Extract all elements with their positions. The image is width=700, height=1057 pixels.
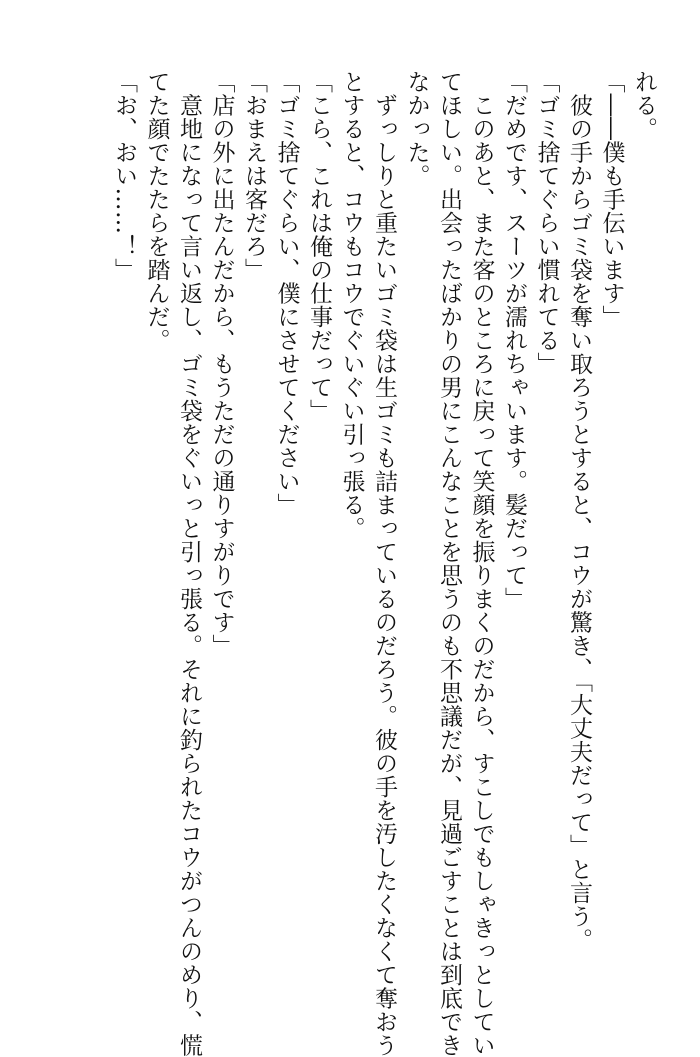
- text-line: 「――僕も手伝います」: [598, 70, 625, 329]
- text-line: 「ゴミ捨てぐらい、僕にさせてください」: [273, 70, 300, 517]
- text-line: 「店の外に出たんだから、もうただの通りすがりです」: [208, 70, 235, 658]
- text-line: 意地になって言い返し、ゴミ袋をぐいっと引っ張る。それに釣られたコウがつんのめり、慌: [176, 70, 202, 1057]
- text-line: 「おまえは客だろ」: [241, 70, 267, 282]
- text-line: 「ゴミ捨てぐらい慣れてる」: [533, 70, 560, 376]
- text-line: 「お、おい……！」: [111, 70, 137, 282]
- text-line: 「だめです、スーツが濡れちゃいます。髪だって」: [501, 70, 527, 611]
- text-line: 彼の手からゴミ袋を奪い取ろうとすると、コウが驚き、「大丈夫だって」と言う。: [566, 70, 592, 952]
- text-line: なかった。: [403, 70, 430, 188]
- text-line: 「こら、これは俺の仕事だって」: [306, 70, 332, 423]
- text-line: とすると、コウもコウでぐいぐい引っ張る。: [338, 70, 365, 540]
- text-line: ずっしりと重たいゴミ袋は生ゴミも詰まっているのだろう。彼の手を汚したくなくて奪おう: [371, 70, 397, 1057]
- vertical-text-body: [108, 70, 661, 1057]
- text-line: てほしい。出会ったばかりの男にこんなことを思うのも不思議だが、見過ごすことは到底でき: [436, 70, 462, 1057]
- text-line: てた顔でたたらを踏んだ。: [143, 70, 170, 352]
- text-line: このあと、また客のところに戻って笑顔を振りまくのだから、すこしでもしゃきっとしてい: [468, 70, 495, 1057]
- text-line: れる。: [631, 70, 657, 141]
